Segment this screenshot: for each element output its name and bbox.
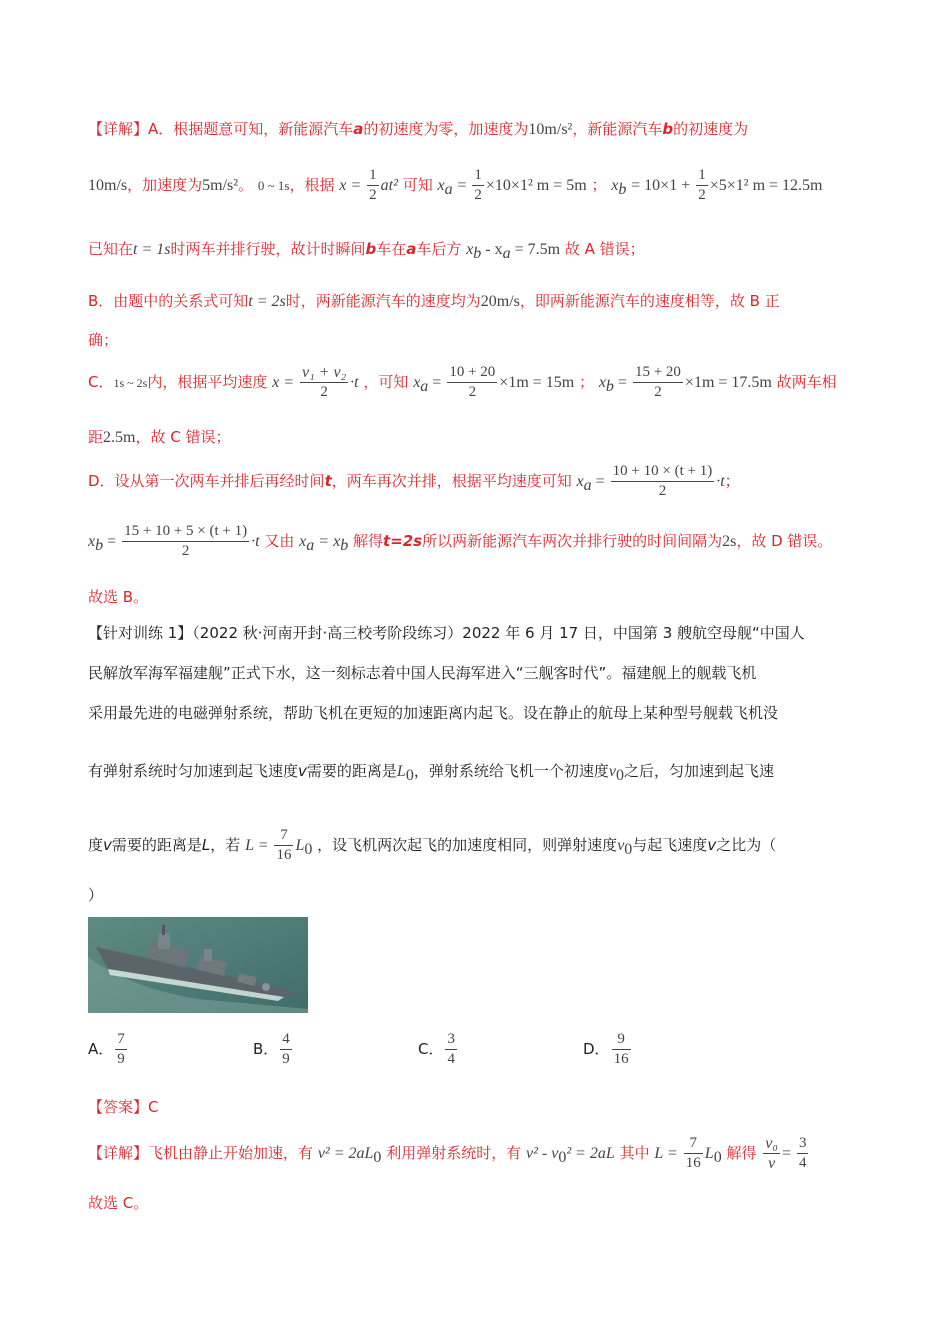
xb: x bbox=[88, 533, 96, 550]
text: ； bbox=[591, 176, 607, 194]
numerator: 4 bbox=[280, 1030, 292, 1050]
solution-line-7 bbox=[88, 426, 230, 447]
answer-value: C bbox=[148, 1098, 159, 1116]
question-line-4 bbox=[88, 760, 774, 785]
denominator: 2 bbox=[658, 483, 667, 499]
text: 车在 bbox=[376, 240, 407, 258]
sub: a bbox=[583, 477, 592, 494]
var-L: L bbox=[201, 836, 211, 854]
eq: = x bbox=[314, 533, 341, 550]
text: ，故 D 错误。 bbox=[736, 532, 833, 550]
numerator: 15 + 10 + 5 × (t + 1) bbox=[122, 522, 249, 542]
fraction bbox=[367, 166, 379, 205]
numerator: 3 bbox=[797, 1134, 809, 1154]
denominator: 2 bbox=[320, 384, 328, 400]
text: 之后，匀加速到起飞速 bbox=[623, 762, 774, 780]
denominator: v bbox=[768, 1155, 776, 1172]
option-a[interactable] bbox=[88, 1030, 129, 1069]
text: 民解放军海军福建舰”正式下水，这一刻标志着中国人民海军进入“三舰客时代”。福建舰上的舰载飞机 bbox=[88, 664, 757, 682]
numerator: 3 bbox=[445, 1030, 457, 1050]
sub: b bbox=[95, 537, 104, 554]
denominator: 4 bbox=[447, 1051, 455, 1067]
var-v0: v bbox=[608, 763, 616, 780]
fraction bbox=[115, 1030, 127, 1069]
formula-rhs: ·t bbox=[716, 473, 725, 490]
sub: 0 bbox=[304, 841, 313, 858]
conclusion: 故选 B。 bbox=[88, 588, 149, 606]
denominator: 2 bbox=[181, 543, 190, 559]
equation-2-rhs: ² = 2aL bbox=[566, 1145, 615, 1162]
solution-value: t=2s bbox=[382, 532, 423, 550]
text: D．设从第一次两车并排后再经时间 bbox=[88, 472, 325, 490]
fraction bbox=[696, 166, 708, 205]
solution2-line-2 bbox=[88, 1192, 148, 1213]
solution-line-1 bbox=[88, 118, 748, 139]
xa: x bbox=[576, 473, 584, 490]
numerator: 15 + 20 bbox=[633, 363, 683, 383]
solution-line-6: C．1s ~ 2s内，根据平均速度 x = $\frac{\text{v₁ + v₂}}{2}$ ·t ，可知 $x_a$ = $\frac{10 + 20}{2}$ ×1m = 15m ； $x_b$ = $\frac{15 + 20}{2}$ ×1m = 17.5m 故两车相 bbox=[88, 364, 837, 400]
text: ，若 bbox=[210, 836, 241, 854]
numerator: 7 bbox=[115, 1030, 127, 1050]
eq: = bbox=[781, 1145, 795, 1162]
formula-lhs: x = bbox=[339, 177, 366, 194]
equation-2: v² - v bbox=[525, 1145, 559, 1162]
text: 又由 bbox=[264, 532, 295, 550]
question-line-1 bbox=[88, 622, 805, 643]
option-d[interactable] bbox=[583, 1030, 633, 1069]
sub: 0 bbox=[624, 841, 633, 858]
text: ） bbox=[88, 886, 104, 904]
interval: 2s bbox=[722, 533, 737, 550]
denominator: 2 bbox=[654, 384, 662, 400]
denominator: 16 bbox=[613, 1051, 629, 1067]
time-value: t = 2s bbox=[248, 293, 286, 310]
text: 确； bbox=[88, 331, 119, 349]
fraction bbox=[684, 1134, 703, 1173]
fraction bbox=[280, 1030, 292, 1069]
xa-value: ×10×1² m = 5m bbox=[485, 177, 587, 194]
sub: b bbox=[618, 181, 627, 198]
text: 利用弹射系统时，有 bbox=[386, 1144, 522, 1162]
text: 解得 bbox=[726, 1144, 757, 1162]
text: 【针对训练 1】（2022 秋·河南开封·高三校考阶段练习）2022 年 6 月 17 日，中国第 3 艘航空母舰“中国人 bbox=[88, 624, 805, 642]
text: 时，两新能源汽车的速度均为 bbox=[285, 292, 481, 310]
text: 所以两新能源汽车两次并排行驶的时间间隔为 bbox=[422, 532, 723, 550]
sub: a bbox=[502, 245, 511, 262]
text: 之比为（ bbox=[716, 836, 777, 854]
detail-label: 【详解】 bbox=[88, 120, 149, 138]
text: ，可知 bbox=[363, 373, 409, 391]
var-t: t bbox=[324, 472, 332, 490]
warship-photo bbox=[88, 917, 308, 1013]
denominator: 2 bbox=[698, 187, 706, 203]
xb-value: ×5×1² m = 12.5m bbox=[709, 177, 823, 194]
text: B．由题中的关系式可知 bbox=[88, 292, 249, 310]
text: 与起飞速度 bbox=[632, 836, 708, 854]
text: ； bbox=[724, 472, 740, 490]
fraction bbox=[447, 363, 497, 402]
sub: a bbox=[306, 537, 315, 554]
denominator: 2 bbox=[369, 187, 377, 203]
minus: - x bbox=[481, 241, 503, 258]
text: 。 bbox=[238, 176, 254, 194]
xa: x bbox=[413, 374, 421, 391]
option-label: C． bbox=[418, 1040, 444, 1058]
text: 需要的距离是 bbox=[306, 762, 397, 780]
var-a: a bbox=[353, 120, 364, 138]
question-line-3 bbox=[88, 702, 778, 723]
denominator: 2 bbox=[468, 384, 477, 400]
text: ，弹射系统给飞机一个初速度 bbox=[413, 762, 609, 780]
solution-line-4 bbox=[88, 290, 780, 311]
formula-lhs: L = bbox=[654, 1145, 682, 1162]
conclusion: 故选 C。 bbox=[88, 1194, 149, 1212]
time-range: 1s ~ 2s bbox=[113, 376, 148, 390]
option-label: A． bbox=[88, 1040, 114, 1058]
solution-line-5 bbox=[88, 329, 118, 350]
text: 已知在 bbox=[88, 240, 134, 258]
question-line-6 bbox=[88, 884, 103, 905]
var-b: b bbox=[365, 240, 377, 258]
text: ，加速度为 bbox=[127, 176, 203, 194]
formula-lhs: L = bbox=[245, 837, 273, 854]
xb: x bbox=[598, 374, 606, 391]
sub: b bbox=[605, 378, 614, 395]
fraction bbox=[797, 1134, 809, 1173]
option-label: D． bbox=[583, 1040, 610, 1058]
text: ； bbox=[579, 373, 595, 391]
numerator: 10 + 20 bbox=[447, 363, 497, 383]
acc-b: 5m/s² bbox=[202, 177, 239, 194]
text: 车后方 bbox=[416, 240, 462, 258]
sub: a bbox=[444, 181, 453, 198]
numerator: 1 bbox=[367, 166, 379, 186]
option-c[interactable] bbox=[418, 1030, 459, 1069]
text: 有弹射系统时匀加速到起飞速度 bbox=[88, 762, 299, 780]
xa: x bbox=[437, 177, 445, 194]
solution-line-8: D．设从第一次两车并排后再经时间t，两车再次并排，根据平均速度可知 $x_a$ = $\frac{10 + 10 \times (t + 1)}{2}$ ·t； bbox=[88, 463, 740, 499]
time-range: 0 ~ 1s bbox=[257, 178, 290, 193]
sub: a bbox=[420, 378, 429, 395]
option-label: B． bbox=[253, 1040, 279, 1058]
equation-1: v² = 2aL bbox=[317, 1145, 374, 1162]
distance: 2.5m bbox=[103, 429, 136, 446]
numerator: 10 + 10 × (t + 1) bbox=[611, 462, 715, 482]
solution2-line-1 bbox=[88, 1134, 810, 1173]
xb: x bbox=[611, 177, 619, 194]
text: ，即两新能源汽车的速度相等，故 B 正 bbox=[519, 292, 780, 310]
solution-line-9: $x_b$ = $\frac{15 + 10 + 5 \times (t + 1)}{2}$ ·t 又由 $x_a = x_b$ 解得t=2s所以两新能源汽车两次并排行驶的时间间隔为2s，故 D 错误。 bbox=[88, 523, 833, 559]
solution-line-10 bbox=[88, 586, 148, 607]
var-v: v bbox=[103, 836, 112, 854]
fraction bbox=[611, 462, 715, 501]
formula-rhs: at² bbox=[380, 177, 398, 194]
vel-b: 10m/s bbox=[88, 177, 128, 194]
denominator: 9 bbox=[282, 1051, 290, 1067]
text: A．根据题意可知，新能源汽车 bbox=[148, 120, 354, 138]
solution-line-2 bbox=[88, 166, 822, 205]
numerator: 9 bbox=[612, 1030, 631, 1050]
text: C． bbox=[88, 373, 114, 391]
answer-label: 【答案】 bbox=[88, 1098, 149, 1116]
formula-rhs: ·t bbox=[350, 374, 359, 391]
xa: x bbox=[299, 533, 307, 550]
question-line-2 bbox=[88, 662, 756, 683]
numerator: 7 bbox=[274, 826, 293, 846]
sub: 0 bbox=[558, 1149, 567, 1166]
option-b[interactable] bbox=[253, 1030, 294, 1069]
fraction bbox=[274, 826, 293, 865]
fraction bbox=[122, 522, 249, 561]
answer-line bbox=[88, 1096, 159, 1117]
denominator: 16 bbox=[276, 847, 292, 863]
text: ，故 C 错误； bbox=[135, 428, 231, 446]
text: 的初速度为 bbox=[673, 120, 749, 138]
text: ，设飞机两次起飞的加速度相同，则弹射速度 bbox=[317, 836, 618, 854]
numerator: 1 bbox=[696, 166, 708, 186]
text: ，新能源汽车 bbox=[572, 120, 663, 138]
denominator: 9 bbox=[117, 1051, 125, 1067]
sub: 0 bbox=[615, 767, 624, 784]
denominator: 2 bbox=[474, 187, 482, 203]
solution-line-3 bbox=[88, 238, 645, 263]
velocity: 20m/s bbox=[480, 293, 520, 310]
xb: x bbox=[466, 241, 474, 258]
text: 采用最先进的电磁弹射系统，帮助飞机在更短的加速距离内起飞。设在静止的航母上某种型号舰载飞机没 bbox=[88, 704, 779, 722]
fraction bbox=[763, 1134, 780, 1173]
eq: = 10×1 + bbox=[631, 177, 695, 194]
fraction bbox=[445, 1030, 457, 1069]
fraction bbox=[612, 1030, 631, 1069]
text: 需要的距离是 bbox=[111, 836, 202, 854]
numerator: 1 bbox=[472, 166, 484, 186]
sub: b bbox=[473, 245, 482, 262]
text: ，根据 bbox=[289, 176, 335, 194]
formula-rhs: L bbox=[295, 837, 305, 854]
text: 的初速度为零，加速度为 bbox=[363, 120, 529, 138]
sub: 0 bbox=[405, 767, 414, 784]
denominator: 4 bbox=[798, 1155, 807, 1171]
formula-rhs: L bbox=[704, 1145, 714, 1162]
diff-value: = 7.5m bbox=[510, 241, 561, 258]
eq: = bbox=[457, 177, 471, 194]
text: 故 A 错误； bbox=[564, 240, 645, 258]
denominator: 16 bbox=[685, 1155, 701, 1171]
text: 故两车相 bbox=[776, 373, 837, 391]
var-v: v bbox=[298, 762, 307, 780]
sub: 0 bbox=[713, 1149, 722, 1166]
sub: b bbox=[340, 537, 349, 554]
detail-label: 【详解】 bbox=[88, 1144, 149, 1162]
text: 内，根据平均速度 bbox=[147, 373, 268, 391]
var-v0: v bbox=[617, 837, 625, 854]
var-b: b bbox=[662, 120, 674, 138]
formula-rhs: ·t bbox=[251, 533, 260, 550]
text: 解得 bbox=[352, 532, 383, 550]
var-v: v bbox=[707, 836, 717, 854]
fraction bbox=[633, 363, 683, 402]
sub: 0 bbox=[373, 1149, 382, 1166]
fraction bbox=[300, 363, 348, 402]
time-value: t = 1s bbox=[133, 241, 171, 258]
fraction bbox=[472, 166, 484, 205]
var-a: a bbox=[406, 240, 417, 258]
numerator: v₁ + v₂ bbox=[302, 364, 347, 381]
text: 可知 bbox=[402, 176, 433, 194]
acc-a: 10m/s² bbox=[528, 121, 573, 138]
formula-lhs: x = bbox=[272, 374, 299, 391]
question-line-5 bbox=[88, 826, 776, 865]
text: 度 bbox=[88, 836, 104, 854]
xb-value: ×1m = 17.5m bbox=[684, 374, 772, 391]
text: 飞机由静止开始加速，有 bbox=[148, 1144, 314, 1162]
text: ，两车再次并排，根据平均速度可知 bbox=[331, 472, 572, 490]
xa-value: ×1m = 15m bbox=[499, 374, 575, 391]
text: 时两车并排行驶，故计时瞬间 bbox=[170, 240, 366, 258]
var-L: L bbox=[396, 763, 406, 780]
text: 其中 bbox=[619, 1144, 650, 1162]
text: 距 bbox=[88, 428, 104, 446]
numerator: 7 bbox=[684, 1134, 703, 1154]
numerator: v₀ bbox=[765, 1135, 778, 1152]
